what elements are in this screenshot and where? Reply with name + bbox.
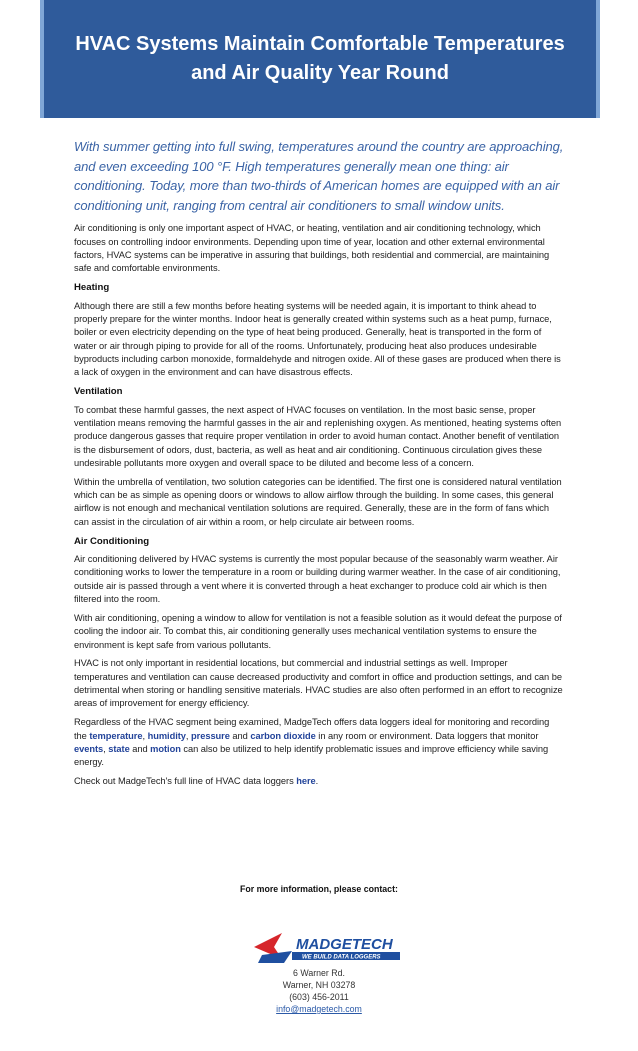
- paragraph-ventilation-2: Within the umbrella of ventilation, two solution categories can be identified. The first one is considered natural ventilation which can be as simple as opening doors or windows to allow airflow through the building. In some cases, this general airflow is not enough and mechanical ventilation solutions are required. Generally, these are in the form of fans which can assist in the circulation of air within a room, or help circulate air between rooms.: [74, 476, 562, 527]
- link-here[interactable]: here: [296, 776, 316, 786]
- text-run: and: [229, 730, 251, 741]
- text-run: .: [315, 776, 319, 786]
- email-link[interactable]: info@madgetech.com: [276, 1004, 362, 1014]
- article-body: [74, 137, 564, 794]
- address-line-1: 6 Warner Rd.: [293, 968, 345, 978]
- page-title: HVAC Systems Maintain Comfortable Temperatures and Air Quality Year Round: [75, 33, 565, 84]
- link-temperature[interactable]: temperature: [89, 730, 143, 741]
- title-banner: [40, 0, 600, 118]
- madgetech-logo: [252, 929, 402, 965]
- link-state[interactable]: state: [108, 743, 130, 754]
- text-run: and: [129, 743, 151, 754]
- link-events[interactable]: events: [74, 743, 104, 754]
- paragraph-madgetech: [74, 716, 564, 769]
- paragraph-ac-3: HVAC is not only important in residential locations, but commercial and industrial settings as well. Improper temperatures and ventilation can cause decreased productivity and comfort in office and production settings, and can be detrimental when storing or handling sensitive materials. HVAC studies are also often performed in an effort to recognize areas of improvement for energy efficiency.: [74, 658, 563, 709]
- address-line-2: Warner, NH 03278: [282, 980, 356, 990]
- text-run: ,: [185, 730, 191, 741]
- text-run: in any room or environment. Data loggers that monitor: [315, 730, 539, 741]
- text-run: can also be utilized to help identify problematic issues and improve efficiency while saving energy.: [74, 743, 549, 768]
- logo-name: MADGETECH: [296, 936, 393, 953]
- intro-paragraph: With summer getting into full swing, temperatures around the country are approaching, and even exceeding 100 °F. High temperatures generally mean one thing: air conditioning. Today, more than two-thirds of American homes are equipped with an air conditioning unit, ranging from central air conditioners to small window units.: [74, 139, 564, 213]
- link-humidity[interactable]: humidity: [147, 730, 186, 741]
- paragraph-ac-2: With air conditioning, opening a window to allow for ventilation is not a feasible solution as it would defeat the purpose of cooling the indoor air. To combat this, air conditioning generally uses mechanical ventilation systems to ensure the environment is kept safe from various pollutants.: [74, 612, 562, 650]
- logo-tagline: WE BUILD DATA LOGGERS: [302, 954, 381, 961]
- contact-heading: For more information, please contact:: [240, 884, 398, 894]
- text-run: ,: [103, 743, 109, 754]
- text-run: Check out MadgeTech's full line of HVAC data loggers: [74, 776, 297, 786]
- paragraph-checkout: [74, 775, 564, 788]
- paragraph-heating: Although there are still a few months before heating systems will be needed again, it is important to think ahead to properly prepare for the winter months. Indoor heat is generally created within systems such as a heat pump, furnace, boiler or even electricity depending on the type of heat being produced. Generally, heat is transported in the form of water or air through piping to provide for all of the rooms. Unfortunately, producing heat also produces undesirable byproducts including carbon monoxide, formaldehyde and nitrogen oxide. All of these gases are produced when there is a lack of oxygen in the environment and can have disastrous effects.: [74, 300, 561, 378]
- link-carbon-dioxide[interactable]: carbon dioxide: [250, 730, 316, 741]
- contact-email-row: [0, 1003, 638, 1015]
- paragraph: Air conditioning is only one important aspect of HVAC, or heating, ventilation and air conditioning technology, which focuses on controlling indoor environments. Depending upon time of year, location and other external environmental factors, HVAC systems can be imperative in assuring that buildings, both residential and commercial, are maintaining safe and comfortable environments.: [74, 223, 550, 274]
- paragraph-ac-1: Air conditioning delivered by HVAC systems is currently the most popular because of the seasonably warm weather. Air conditioning works to lower the temperature in a room or building during warmer weather. In the case of air conditioning, outside air is passed through a vent where it is converted through a heat exchanger to produce cold air which is then filtered into the room.: [74, 554, 561, 605]
- link-motion[interactable]: motion: [150, 743, 181, 754]
- heading-ventilation: Ventilation: [74, 386, 123, 398]
- paragraph-ventilation-1: To combat these harmful gasses, the next aspect of HVAC focuses on ventilation. In the most basic sense, proper ventilation means removing the harmful gasses in the air and replenishing oxygen. As mentioned, heating systems often produce dangerous gasses that require proper ventilation in order to avoid human contact. Another benefit of ventilation is the disbursement of odors, dust, bacteria, as well as heat and air conditioning. Continuous circulation gives these undesirable pollutants more oxygen and overall space to be diluted and become less of a concern.: [74, 404, 562, 468]
- link-pressure[interactable]: pressure: [191, 730, 230, 741]
- text-run: Regardless of the HVAC segment being examined, MadgeTech offers data loggers ideal for monitoring and recording the: [74, 717, 550, 741]
- text-run: ,: [142, 730, 148, 741]
- heading-heating: Heating: [74, 282, 110, 294]
- heading-air-conditioning: Air Conditioning: [74, 535, 150, 547]
- phone-number: (603) 456-2011: [289, 992, 349, 1002]
